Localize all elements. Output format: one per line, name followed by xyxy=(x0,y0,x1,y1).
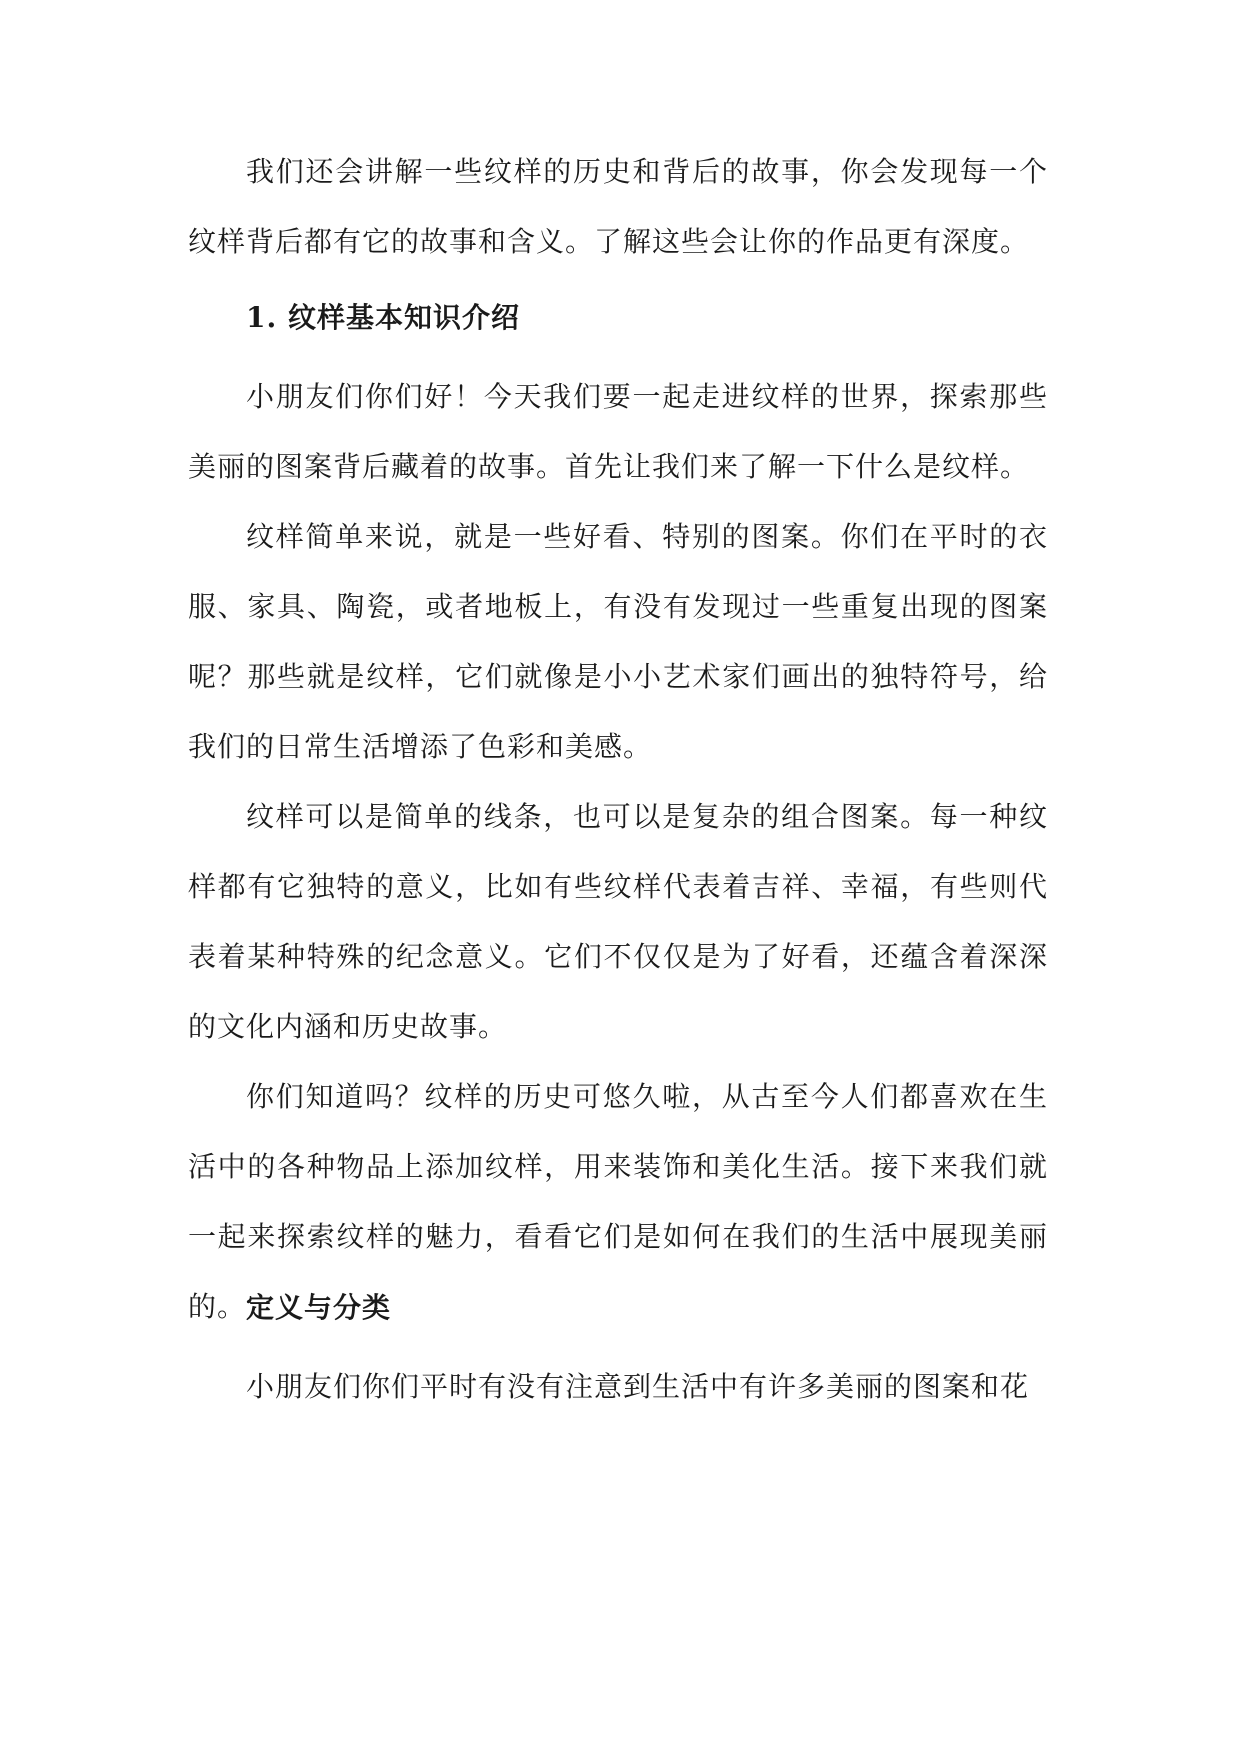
section-heading-basics: 1. 纹样基本知识介绍 xyxy=(246,301,520,334)
intro-paragraph: 我们还会讲解一些纹样的历史和背后的故事，你会发现每一个纹样背后都有它的故事和含义。了解这些会让你的作品更有深度。 xyxy=(188,155,1048,258)
closing-paragraph: 小朋友们你们平时有没有注意到生活中有许多美丽的图案和花 xyxy=(246,1370,1030,1403)
section-heading-definition: 定义与分类 xyxy=(246,1291,392,1324)
meaning-paragraph: 纹样可以是简单的线条，也可以是复杂的组合图案。每一种纹样都有它独特的意义，比如有些纹样代表着吉祥、幸福，有些则代表着某种特殊的纪念意义。它们不仅仅是为了好看，还蕴含着深深的文化内涵和历史故事。 xyxy=(188,800,1048,1043)
history-paragraph: 你们知道吗？纹样的历史可悠久啦，从古至今人们都喜欢在生活中的各种物品上添加纹样，用来装饰和美化生活。接下来我们就一起来探索纹样的魅力，看看它们是如何在我们的生活中展现美丽的。 xyxy=(188,1080,1048,1323)
definition-paragraph: 纹样简单来说，就是一些好看、特别的图案。你们在平时的衣服、家具、陶瓷，或者地板上，有没有发现过一些重复出现的图案呢？那些就是纹样，它们就像是小小艺术家们画出的独特符号，给我们的日常生活增添了色彩和美感。 xyxy=(188,520,1048,763)
greeting-paragraph: 小朋友们你们好！今天我们要一起走进纹样的世界，探索那些美丽的图案背后藏着的故事。首先让我们来了解一下什么是纹样。 xyxy=(188,380,1048,483)
